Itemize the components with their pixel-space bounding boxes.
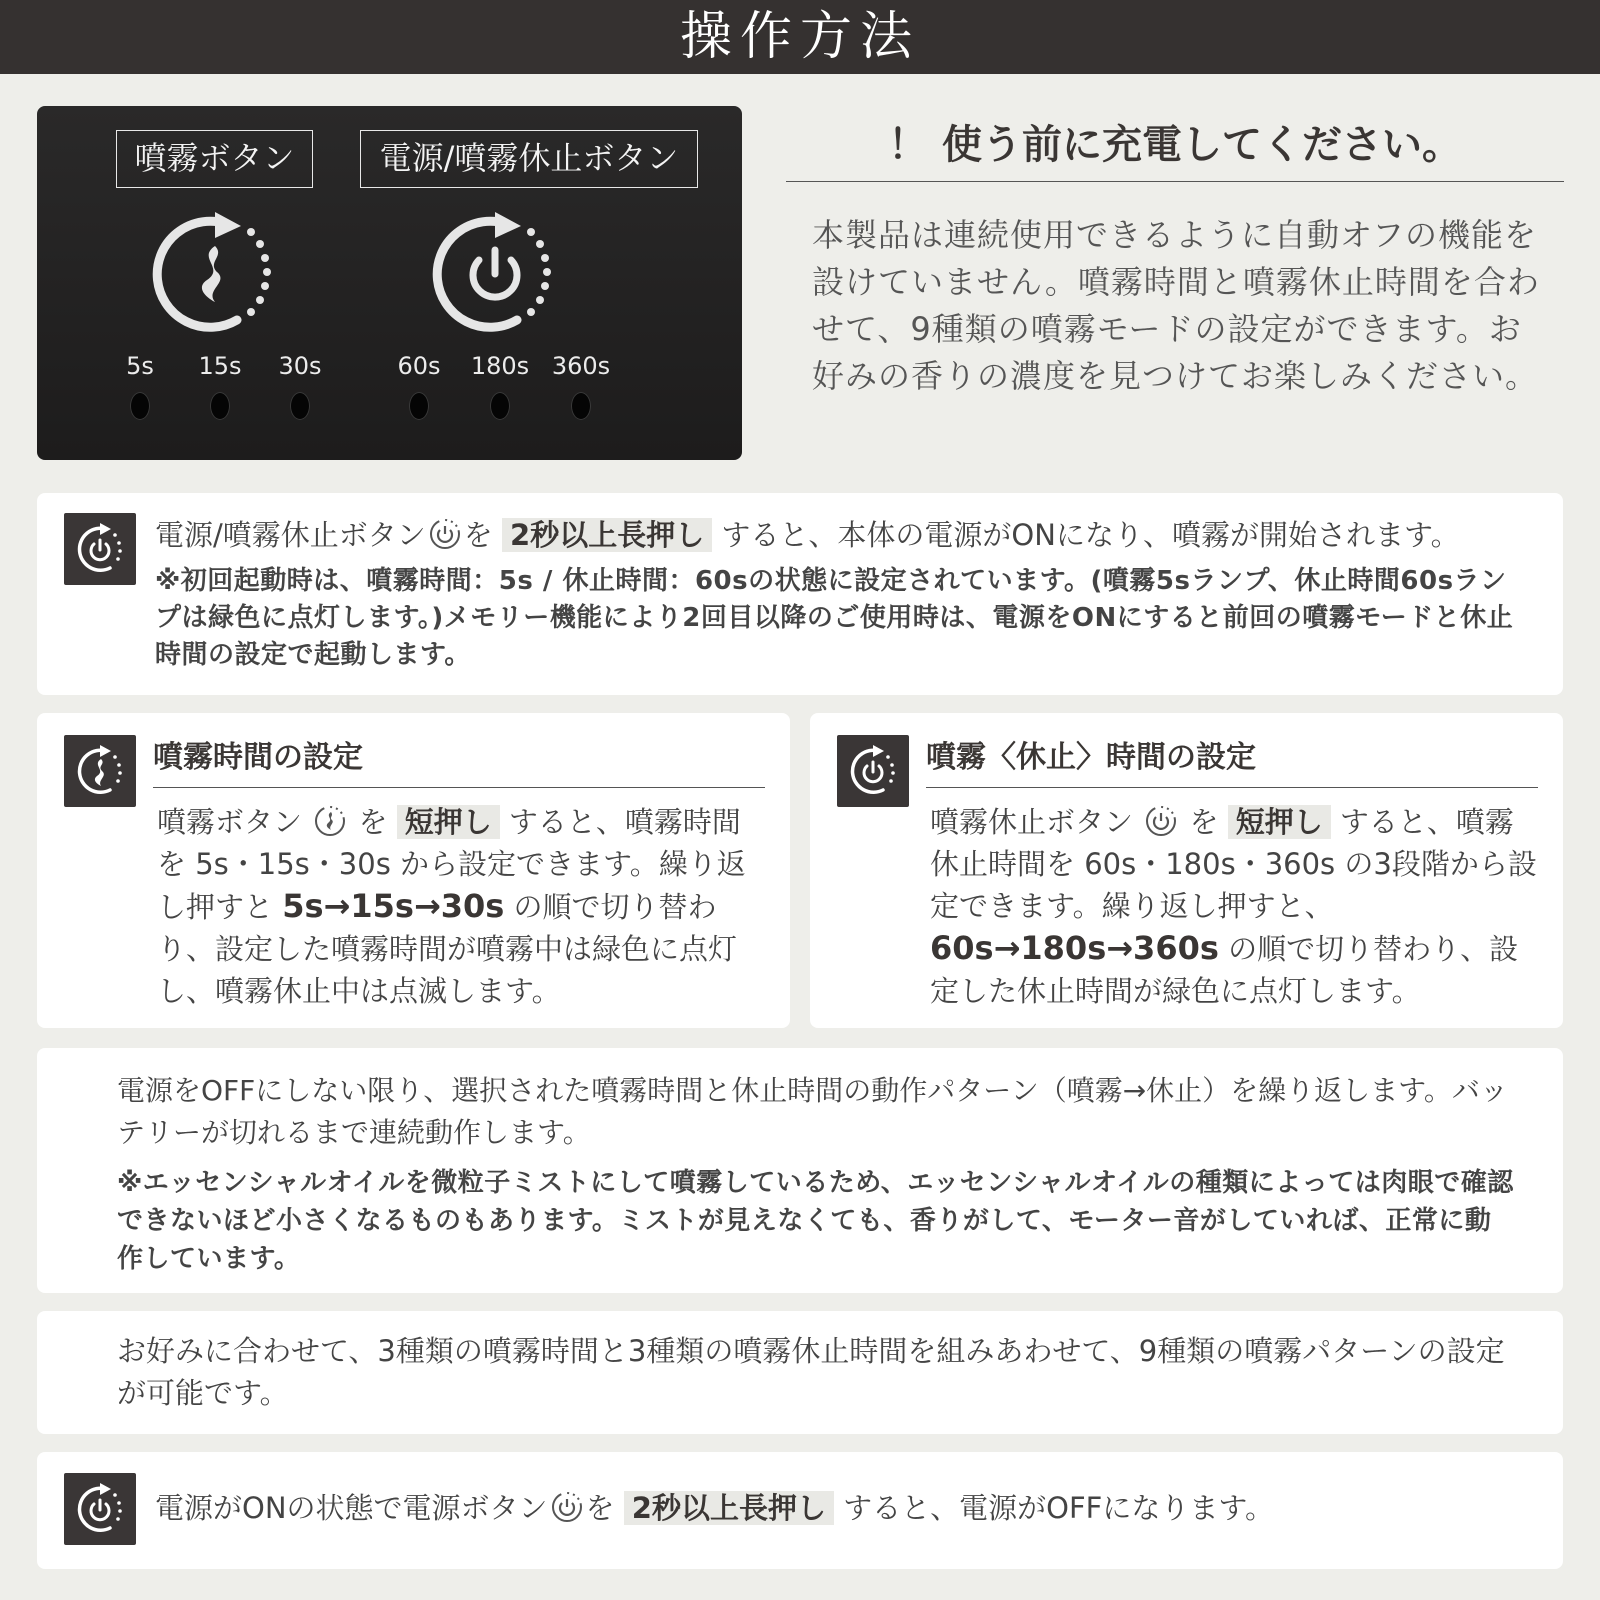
power-inline-icon	[1144, 804, 1178, 838]
power-icon-box	[64, 513, 136, 585]
power-off-card	[37, 1452, 1563, 1569]
pause-time-label-180s: 180s	[470, 352, 530, 380]
mist-button-label: 噴霧ボタン	[116, 130, 313, 188]
pause-setting-body: 噴霧休止ボタン を 短押し すると、噴霧休止時間を 60s・180s・360s の3段階から設定できます。繰り返し押すと、 60s→180s→360s の順で切り替わり、設定した休止時間が緑色に点灯します。	[930, 805, 1537, 1008]
mist-icon	[64, 735, 136, 807]
lamp-15s	[210, 392, 230, 420]
mist-setting-title: 噴霧時間の設定	[153, 733, 765, 788]
mist-button-icon[interactable]	[145, 206, 285, 336]
power-icon	[64, 513, 136, 585]
power-inline-icon	[428, 517, 462, 551]
page-title: 操作方法	[679, 7, 920, 67]
mist-icon-box	[64, 735, 136, 807]
pause-icon-box	[837, 735, 909, 807]
mist-time-label-5s: 5s	[126, 352, 154, 380]
charge-notice-text: 使う前に充電してください。	[942, 122, 1462, 168]
lamp-180s	[490, 392, 510, 420]
mist-time-label-30s: 30s	[278, 352, 322, 380]
pause-setting-card	[810, 713, 1563, 1028]
power-off-instruction: 電源がONの状態で電源ボタン を 2秒以上長押し すると、電源がOFFになります。	[155, 1491, 1275, 1525]
short-press-highlight: 短押し	[1228, 805, 1331, 839]
cycle-info-card	[37, 1048, 1563, 1293]
lamp-30s	[290, 392, 310, 420]
pause-time-label-360s: 360s	[551, 352, 611, 380]
power-button-label: 電源/噴霧休止ボタン	[360, 130, 698, 188]
long-press-highlight: 2秒以上長押し	[502, 518, 712, 552]
page-header	[0, 0, 1600, 74]
mist-time-label-15s: 15s	[198, 352, 242, 380]
charge-notice-title	[786, 112, 1564, 182]
lamp-360s	[571, 392, 591, 420]
lamp-5s	[130, 392, 150, 420]
power-button-icon[interactable]	[425, 206, 565, 336]
cycle-info-text: 電源をOFFにしない限り、選択された噴霧時間と休止時間の動作パターン（噴霧→休止）を繰り返します。バッテリーが切れるまで連続動作します。	[117, 1074, 1508, 1149]
mist-setting-card	[37, 713, 790, 1028]
mist-sequence: 5s→15s→30s	[282, 887, 505, 925]
power-on-card	[37, 493, 1563, 695]
patterns-card	[37, 1311, 1563, 1434]
power-icon	[64, 1473, 136, 1545]
device-control-panel	[37, 106, 742, 460]
power-icon-box	[64, 1473, 136, 1545]
lamp-60s	[409, 392, 429, 420]
power-inline-icon	[550, 1490, 584, 1524]
first-launch-note: ※初回起動時は、噴霧時間：5s / 休止時間：60sの状態に設定されています。(噴霧5sランプ、休止時間60sランプは緑色に点灯します。)メモリー機能により2回目以降のご使用時は、電源をONにすると前回の噴霧モードと休止時間の設定で起動します。	[155, 566, 1514, 670]
patterns-text: お好みに合わせて、3種類の噴霧時間と3種類の噴霧休止時間を組みあわせて、9種類の噴霧パターンの設定が可能です。	[117, 1334, 1505, 1410]
short-press-highlight: 短押し	[397, 805, 500, 839]
power-on-instruction: 電源/噴霧休止ボタン を 2秒以上長押し すると、本体の電源がONになり、噴霧が開始されます。	[155, 518, 1460, 552]
mist-setting-body: 噴霧ボタン を 短押し すると、噴霧時間を 5s・15s・30s から設定できます。繰り返し押すと 5s→15s→30s の順で切り替わり、設定した噴霧時間が噴霧中は緑色に点灯し、噴霧休止中は点滅します。	[157, 805, 746, 1008]
long-press-highlight: 2秒以上長押し	[624, 1491, 834, 1525]
mist-inline-icon	[313, 804, 347, 838]
exclamation-icon: ！	[888, 122, 928, 168]
charge-notice-body: 本製品は連続使用できるように自動オフの機能を設けていません。噴霧時間と噴霧休止時間を合わせて、9種類の噴霧モードの設定ができます。お好みの香りの濃度を見つけてお楽しみください。	[812, 216, 1540, 395]
power-icon	[837, 735, 909, 807]
pause-sequence: 60s→180s→360s	[930, 929, 1219, 967]
pause-time-label-60s: 60s	[397, 352, 441, 380]
pause-setting-title: 噴霧〈休止〉時間の設定	[926, 733, 1538, 788]
mist-visibility-note: ※エッセンシャルオイルを微粒子ミストにして噴霧しているため、エッセンシャルオイルの種類によっては肉眼で確認できないほど小さくなるものもあります。ミストが見えなくても、香りがして、モーター音がしていれば、正常に動作しています。	[117, 1168, 1514, 1274]
